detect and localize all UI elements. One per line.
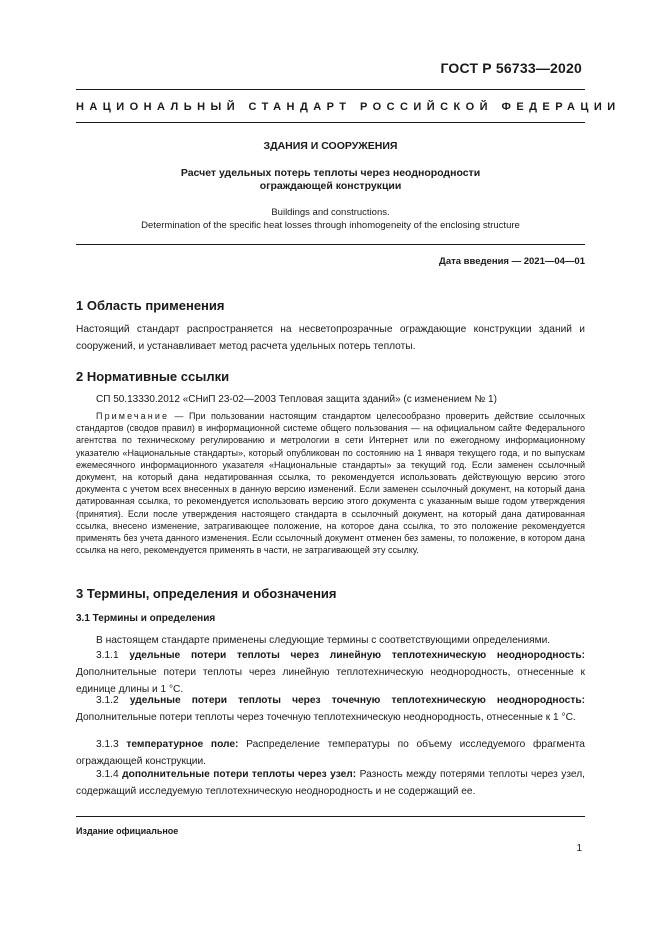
title-main: ЗДАНИЯ И СООРУЖЕНИЯ (263, 140, 398, 152)
term-number: 3.1.2 (96, 695, 119, 706)
term-number: 3.1.4 (96, 769, 119, 780)
national-standard-banner: НАЦИОНАЛЬНЫЙ СТАНДАРТ РОССИЙСКОЙ ФЕДЕРАЦИИ (76, 101, 621, 113)
term-definition: Разность между потерями теплоты через узел, содержащий исследуемую теплотехническую неоднородность и не содержащий ее. (76, 769, 585, 797)
term-name: удельные потери теплоты через линейную теплотехническую неоднородность: (129, 650, 585, 661)
page-number: 1 (576, 843, 582, 854)
introduction-date: Дата введения — 2021—04—01 (439, 256, 585, 267)
term-3-1-3 (76, 736, 585, 770)
note-text: — При пользовании настоящим стандартом целесообразно проверить действие ссылочных стандартов (сводов правил) в информационной системе общего пользования — на официальном сайте Федерального агентства по техническому регулированию и метрологии в сети Интернет или по ежегодному информационному указателю «Национальные стандарты», который опубликован по состоянию на 1 января текущего года, и по выпускам ежемесячного информационного указателя «Национальные стандарты» за текущий год. Если заменен ссылочный документ, на который дана недатированная ссылка, то рекомендуется использовать действующую версию этого документа с учетом всех внесенных в данную версию изменений. Если заменен ссылочный документ, на который дана датированная ссылка, то рекомендуется использовать версию этого документа с указанным выше годом утверждения (принятия). Если после утверждения настоящего стандарта в ссылочный документ, на который дана датированная ссылка, внесено изменение, затрагивающее положение, на которое дана ссылка, то это положение рекомендуется применять без учета данного изменения. Если ссылочный документ отменен без замены, то положение, в котором дана ссылка на него, рекомендуется применять в части, не затрагивающей эту ссылку. (76, 411, 585, 556)
term-number: 3.1.1 (96, 650, 119, 661)
top-rule (76, 89, 585, 90)
title-en-line1: Buildings and constructions. (271, 207, 390, 218)
term-3-1-1 (76, 647, 585, 698)
term-definition: Дополнительные потери теплоты через точечную теплотехническую неоднородность, отнесенные к 1 °С. (76, 712, 576, 723)
official-edition-label: Издание официальное (76, 826, 179, 836)
term-3-1-4 (76, 766, 585, 800)
term-name: дополнительные потери теплоты через узел: (122, 769, 357, 780)
term-number: 3.1.3 (96, 739, 119, 750)
banner-rule (76, 122, 585, 123)
section-1-text (76, 321, 585, 355)
term-3-1-2 (76, 692, 585, 726)
term-definition: Распределение температуры по объему исследуемого фрагмента ограждающей конструкции. (76, 739, 585, 767)
term-name: температурное поле: (126, 739, 239, 750)
title-en-line2: Determination of the specific heat losses through inhomogeneity of the enclosing structure (141, 220, 520, 231)
section-2-heading: 2 Нормативные ссылки (76, 369, 230, 384)
title-sub-line1: Расчет удельных потерь теплоты через неоднородности (180, 167, 481, 179)
term-name: удельные потери теплоты через точечную теплотехническую неоднородность: (129, 695, 585, 706)
reference-note (76, 410, 585, 556)
section-1-text-body: Настоящий стандарт распространяется на несветопрозрачные ограждающие конструкции зданий и сооружений, и устанавливает метод расчета удельных потерь теплоты. (76, 324, 585, 352)
term-definition: Дополнительные потери теплоты через линейную теплотехническую неоднородность, отнесенные к единице длины и 1 °С. (76, 667, 585, 695)
gost-code: ГОСТ Р 56733—2020 (440, 60, 582, 76)
normative-reference: СП 50.13330.2012 «СНиП 23-02—2003 Тепловая защита зданий» (с изменением № 1) (96, 394, 497, 405)
footer-rule (76, 816, 585, 817)
title-english (76, 206, 585, 232)
note-label: Примечание (96, 411, 170, 421)
section-3-1-heading: 3.1 Термины и определения (76, 613, 216, 624)
title-sub-line2: ограждающей конструкции (259, 180, 402, 192)
terms-intro: В настоящем стандарте применены следующие термины с соответствующими определениями. (96, 635, 551, 646)
title-sub (76, 167, 585, 193)
title-rule (76, 244, 585, 245)
section-1-heading: 1 Область применения (76, 298, 225, 313)
section-3-heading: 3 Термины, определения и обозначения (76, 586, 337, 601)
